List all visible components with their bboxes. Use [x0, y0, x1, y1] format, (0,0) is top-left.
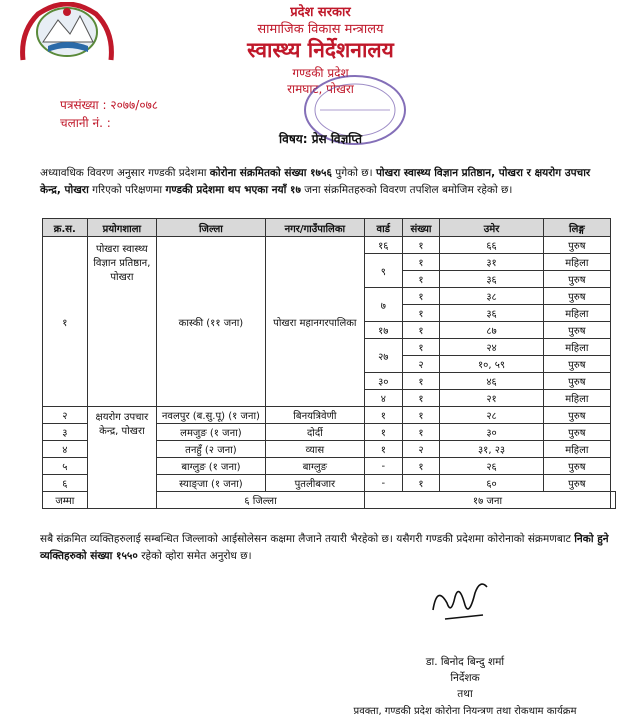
- count-cell: १: [402, 322, 440, 339]
- gender-cell: पुरुष: [543, 271, 610, 288]
- signature-icon: [425, 575, 495, 625]
- ward-cell: १: [364, 424, 402, 441]
- signatory-role: प्रवक्ता, गण्डकी प्रदेश कोरोना नियन्त्रण तथा रोकथाम कार्यक्रम: [353, 706, 577, 717]
- district-cell: स्याङ्जा (१ जना): [157, 475, 266, 492]
- col-header-gender: लिङ्ग: [543, 219, 610, 237]
- closing-paragraph: [40, 531, 615, 565]
- count-cell: १: [402, 407, 440, 424]
- gender-cell: पुरुष: [543, 237, 610, 254]
- intro-text-2: पुगेको छ।: [331, 167, 376, 179]
- subject-line: विषय: प्रेस विज्ञप्ति: [279, 132, 362, 146]
- ward-cell: -: [364, 458, 402, 475]
- ward-cell: ४: [364, 390, 402, 407]
- col-header-age: उमेर: [440, 219, 543, 237]
- serial-cell: २: [43, 407, 88, 424]
- cases-table: [42, 218, 616, 509]
- header-line-province: गण्डकी प्रदेश: [292, 66, 349, 80]
- ward-cell: -: [364, 475, 402, 492]
- district-cell: लमजुङ (१ जना): [157, 424, 266, 441]
- total-empty-cell: [611, 492, 616, 509]
- intro-bold-3: गण्डकी प्रदेशमा थप भएका नयाँ १७: [165, 184, 301, 196]
- header-line-government: प्रदेश सरकार: [290, 5, 351, 20]
- gender-cell: पुरुष: [543, 475, 610, 492]
- gender-cell: महिला: [543, 254, 610, 271]
- age-cell: ४६: [440, 373, 543, 390]
- age-cell: २१: [440, 390, 543, 407]
- col-header-count: संख्या: [402, 219, 440, 237]
- ward-cell: ३०: [364, 373, 402, 390]
- count-cell: १: [402, 288, 440, 305]
- ward-cell: १: [364, 407, 402, 424]
- dispatch-number: [60, 114, 111, 131]
- reference-number-label: पत्रसंख्या :: [60, 98, 107, 112]
- municipality-cell: दोर्दी: [265, 424, 364, 441]
- gender-cell: पुरुष: [543, 322, 610, 339]
- age-cell: १०, ५९: [440, 356, 543, 373]
- municipality-cell: पुतलीबजार: [265, 475, 364, 492]
- lab-cell-tb-center: क्षयरोग उपचार केन्द्र, पोखरा: [87, 407, 156, 509]
- serial-cell: ४: [43, 441, 88, 458]
- municipality-cell: बिनयत्रिवेणी: [265, 407, 364, 424]
- gender-cell: पुरुष: [543, 458, 610, 475]
- gender-cell: पुरुष: [543, 288, 610, 305]
- header-line-directorate: स्वास्थ्य निर्देशनालय: [247, 38, 394, 62]
- header-line-address: रामघाट, पोखरा: [287, 82, 354, 96]
- count-cell: १: [402, 373, 440, 390]
- gender-cell: महिला: [543, 390, 610, 407]
- intro-text-4: जना संक्रमितहरुको विवरण तपशिल बमोजिम रहेको छ।: [300, 184, 513, 196]
- gender-cell: पुरुष: [543, 356, 610, 373]
- col-header-lab: प्रयोगशाला: [87, 219, 156, 237]
- ward-cell: १६: [364, 237, 402, 254]
- district-cell: नवलपुर (ब.सु.पू) (१ जना): [157, 407, 266, 424]
- age-cell: ३६: [440, 305, 543, 322]
- lab-cell-pokhara: पोखरा स्वास्थ्य विज्ञान प्रतिष्ठान, पोखरा: [87, 237, 156, 407]
- col-header-ward: वार्ड: [364, 219, 402, 237]
- count-cell: २: [402, 356, 440, 373]
- age-cell: ३८: [440, 288, 543, 305]
- gender-cell: पुरुष: [543, 407, 610, 424]
- count-cell: १: [402, 339, 440, 356]
- municipality-cell-pokhara: पोखरा महानगरपालिका: [265, 237, 364, 407]
- count-cell: १: [402, 271, 440, 288]
- closing-text-1: सबै संक्रमित व्यक्तिहरुलाई सम्बन्धित जिल्लाको आईसोलेसन कक्षमा लैजाने तयारी भैरहेको छ। यसैगरी गण्डकी प्रदेशमा कोरोनाको संक्रमणबाट: [40, 533, 575, 545]
- closing-text-2: रहेको व्होरा समेत अनुरोध छ।: [137, 550, 252, 562]
- serial-cell: ५: [43, 458, 88, 475]
- header-line-ministry: सामाजिक विकास मन्त्रालय: [257, 22, 384, 37]
- ward-cell: १: [364, 441, 402, 458]
- signatory-conjunction: तथा: [457, 688, 473, 700]
- count-cell: १: [402, 305, 440, 322]
- municipality-cell: व्यास: [265, 441, 364, 458]
- intro-text-1: अध्यावधिक विवरण अनुसार गण्डकी प्रदेशमा: [40, 167, 210, 179]
- age-cell: ६०: [440, 475, 543, 492]
- count-cell: १: [402, 390, 440, 407]
- municipality-cell: बाग्लुङ: [265, 458, 364, 475]
- gender-cell: पुरुष: [543, 424, 610, 441]
- intro-paragraph: [40, 165, 610, 199]
- reference-number: [60, 96, 158, 113]
- count-cell: १: [402, 458, 440, 475]
- serial-cell: १: [43, 237, 88, 407]
- total-label-cell: जम्मा: [43, 492, 88, 509]
- total-district-cell: ६ जिल्ला: [157, 492, 365, 509]
- gender-cell: महिला: [543, 305, 610, 322]
- serial-cell: ६: [43, 475, 88, 492]
- count-cell: १: [402, 475, 440, 492]
- ward-cell: ९: [364, 254, 402, 288]
- count-cell: १: [402, 254, 440, 271]
- district-cell-kaski: कास्की (११ जना): [157, 237, 266, 407]
- age-cell: २४: [440, 339, 543, 356]
- table-row: [43, 407, 616, 424]
- table-row: [43, 237, 616, 254]
- age-cell: ३६: [440, 271, 543, 288]
- ward-cell: २७: [364, 339, 402, 373]
- gender-cell: महिला: [543, 339, 610, 356]
- closing-bold-1: निको हुने व्यक्तिहरुको संख्या १५५०: [40, 533, 609, 562]
- dispatch-number-label: चलानी नं. :: [60, 116, 111, 130]
- age-cell: ३०: [440, 424, 543, 441]
- col-header-sn: क्र.स.: [43, 219, 88, 237]
- age-cell: ८७: [440, 322, 543, 339]
- total-count-cell: १७ जना: [364, 492, 610, 509]
- intro-bold-2: पोखरा स्वास्थ्य विज्ञान प्रतिष्ठान, पोखरा र क्षयरोग उपचार केन्द्र, पोखरा: [40, 167, 591, 196]
- ward-cell: १७: [364, 322, 402, 339]
- ward-cell: ७: [364, 288, 402, 322]
- age-cell: २८: [440, 407, 543, 424]
- table-header-row: [43, 219, 616, 237]
- intro-text-3: गरिएको परिक्षणमा: [88, 184, 166, 196]
- age-cell: ३१: [440, 254, 543, 271]
- district-cell: बाग्लुङ (१ जना): [157, 458, 266, 475]
- col-header-district: जिल्ला: [157, 219, 266, 237]
- serial-cell: ३: [43, 424, 88, 441]
- reference-number-value: २०७७/०७८: [110, 98, 159, 112]
- count-cell: १: [402, 424, 440, 441]
- intro-bold-1: कोरोना संक्रमितको संख्या १७५६: [209, 167, 332, 179]
- count-cell: १: [402, 237, 440, 254]
- gender-cell: महिला: [543, 441, 610, 458]
- age-cell: ६६: [440, 237, 543, 254]
- gender-cell: पुरुष: [543, 373, 610, 390]
- age-cell: २६: [440, 458, 543, 475]
- count-cell: २: [402, 441, 440, 458]
- district-cell: तनहुँ (२ जना): [157, 441, 266, 458]
- signatory-name: डा. बिनोद बिन्दु शर्मा: [425, 656, 505, 668]
- col-header-municipality: नगर/गाउँपालिका: [265, 219, 364, 237]
- signatory-title: निर्देशक: [450, 672, 480, 684]
- age-cell: ३१, २३: [440, 441, 543, 458]
